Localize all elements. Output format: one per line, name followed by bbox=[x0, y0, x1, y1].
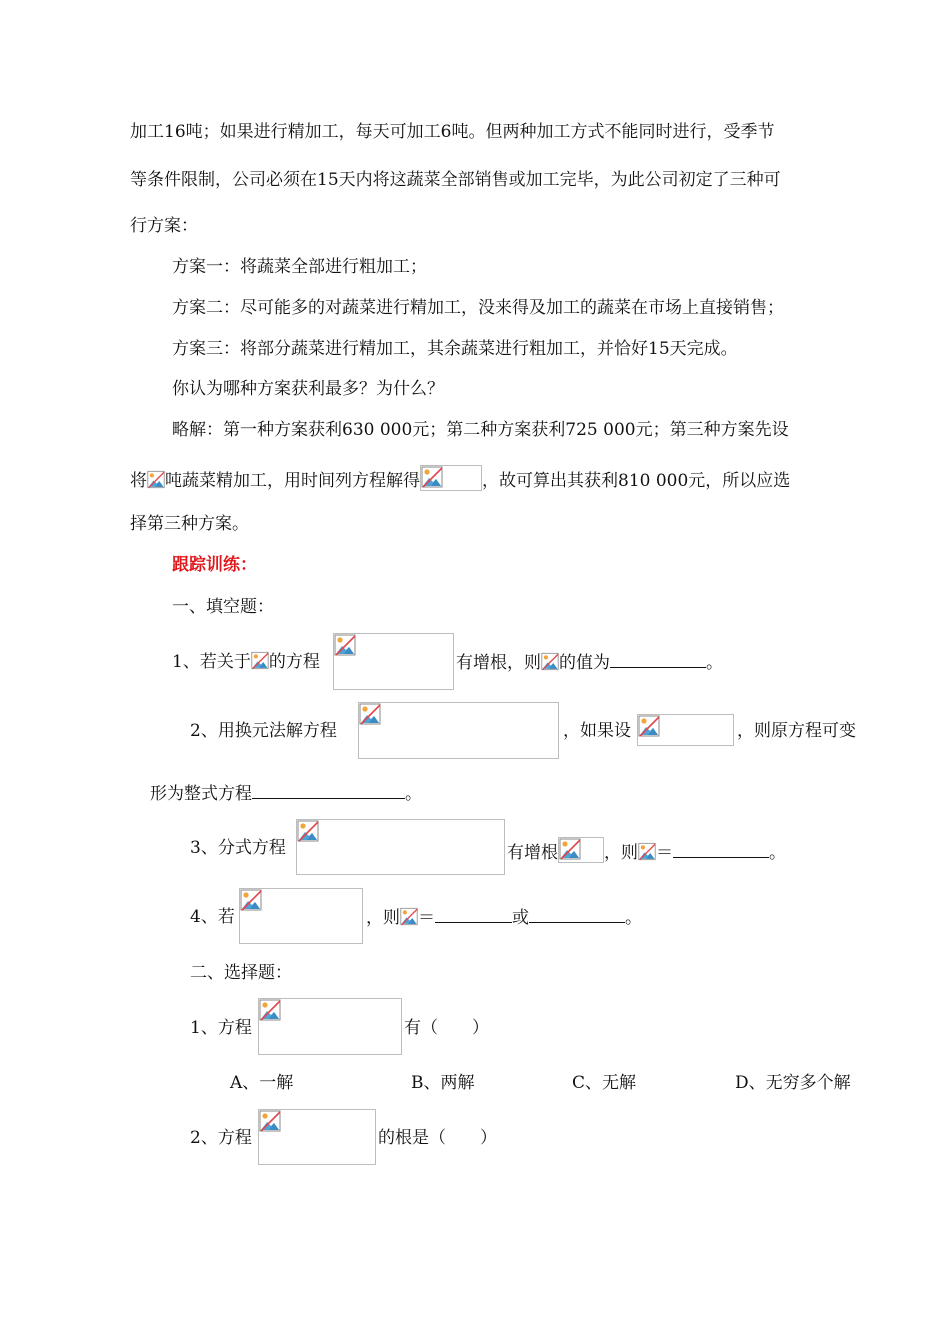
q2-text-e: 。 bbox=[405, 784, 422, 804]
answer-blank bbox=[673, 841, 769, 858]
q4-text-c: ＝ bbox=[418, 908, 435, 928]
solution-line-2 bbox=[130, 465, 790, 492]
plan-two: 方案二：尽可能多的对蔬菜进行精加工，没来得及加工的蔬菜在市场上直接销售； bbox=[172, 298, 784, 318]
choice-question-2: 2、方程 bbox=[190, 1128, 252, 1148]
equation-image bbox=[239, 888, 363, 944]
choice-question-2-cont: 的根是（ ） bbox=[378, 1128, 497, 1148]
equation-image bbox=[258, 1109, 376, 1165]
paragraph-line-1: 加工16吨；如果进行精加工，每天可加工6吨。但两种加工方式不能同时进行，受季节 bbox=[130, 122, 775, 142]
fill-question-1 bbox=[172, 651, 320, 673]
broken-image-icon bbox=[638, 842, 656, 861]
fill-question-3: 3、分式方程 bbox=[190, 838, 286, 858]
q1-text-e: 。 bbox=[706, 653, 723, 673]
answer-blank bbox=[252, 782, 405, 799]
q1-text-d: 的值为 bbox=[559, 653, 610, 673]
equation-image bbox=[358, 702, 559, 759]
broken-image-icon bbox=[400, 907, 418, 926]
q1-text-c: 有增根，则 bbox=[456, 653, 541, 673]
solution-line-1: 略解：第一种方案获利630 000元；第二种方案获利725 000元；第三种方案先设 bbox=[172, 420, 789, 440]
solution-text-a: 将 bbox=[130, 471, 147, 491]
q3-text-d: ＝ bbox=[656, 843, 673, 863]
q1-text-a: 1、若关于 bbox=[172, 652, 251, 672]
answer-blank bbox=[610, 651, 706, 668]
solution-text-b: 吨蔬菜精加工，用时间列方程解得 bbox=[165, 471, 420, 491]
broken-image-icon bbox=[147, 470, 165, 489]
option-b: B、两解 bbox=[411, 1073, 475, 1093]
solution-line-3: 择第三种方案。 bbox=[130, 514, 249, 534]
q2-text-d: 形为整式方程 bbox=[150, 784, 252, 804]
answer-blank bbox=[529, 906, 625, 923]
option-d: D、无穷多个解 bbox=[735, 1073, 851, 1093]
choice-question-1: 1、方程 bbox=[190, 1018, 252, 1038]
q1-text-b: 的方程 bbox=[268, 652, 320, 672]
q3-text-c: ，则 bbox=[604, 843, 638, 863]
option-a: A、一解 bbox=[230, 1073, 294, 1093]
q4-text-b: ，则 bbox=[366, 908, 400, 928]
equation-image bbox=[333, 633, 454, 690]
solution-text-c: ，故可算出其获利810 000元，所以应选 bbox=[482, 471, 791, 491]
equation-image bbox=[258, 998, 402, 1055]
fill-question-3-cont bbox=[507, 837, 786, 864]
paragraph-line-3: 行方案： bbox=[130, 216, 198, 236]
fill-question-1-cont bbox=[456, 651, 723, 674]
option-c: C、无解 bbox=[572, 1073, 637, 1093]
section-choice-heading: 二、选择题： bbox=[190, 963, 292, 983]
broken-image-icon bbox=[251, 651, 269, 670]
broken-image-icon bbox=[541, 652, 559, 671]
choice-question-1-cont: 有（ ） bbox=[404, 1018, 489, 1038]
plan-one: 方案一：将蔬菜全部进行粗加工； bbox=[172, 257, 427, 277]
q4-text-d: 或 bbox=[512, 908, 529, 928]
equation-image bbox=[296, 819, 505, 875]
training-heading: 跟踪训练： bbox=[172, 555, 257, 575]
answer-blank bbox=[435, 906, 512, 923]
q3-text-b: 有增根 bbox=[507, 843, 558, 863]
fill-question-2: 2、用换元法解方程 bbox=[190, 721, 337, 741]
fill-question-2-cont: ，如果设 bbox=[563, 721, 631, 741]
paragraph-line-2: 等条件限制，公司必须在15天内将这蔬菜全部销售或加工完毕，为此公司初定了三种可 bbox=[130, 170, 781, 190]
substitution-image bbox=[637, 714, 734, 746]
fill-question-2-line2 bbox=[150, 782, 422, 805]
section-fill-in-heading: 一、填空题： bbox=[172, 597, 274, 617]
plan-three: 方案三：将部分蔬菜进行精加工，其余蔬菜进行粗加工，并恰好15天完成。 bbox=[172, 339, 738, 359]
q3-text-e: 。 bbox=[769, 843, 786, 863]
equation-image bbox=[420, 465, 482, 491]
fill-question-4: 4、若 bbox=[190, 907, 235, 927]
root-image bbox=[558, 837, 604, 863]
q4-text-e: 。 bbox=[625, 908, 642, 928]
fill-question-2-tail: ，则原方程可变 bbox=[737, 721, 856, 741]
fill-question-4-cont bbox=[366, 906, 642, 929]
question-text: 你认为哪种方案获利最多？为什么？ bbox=[172, 379, 444, 399]
